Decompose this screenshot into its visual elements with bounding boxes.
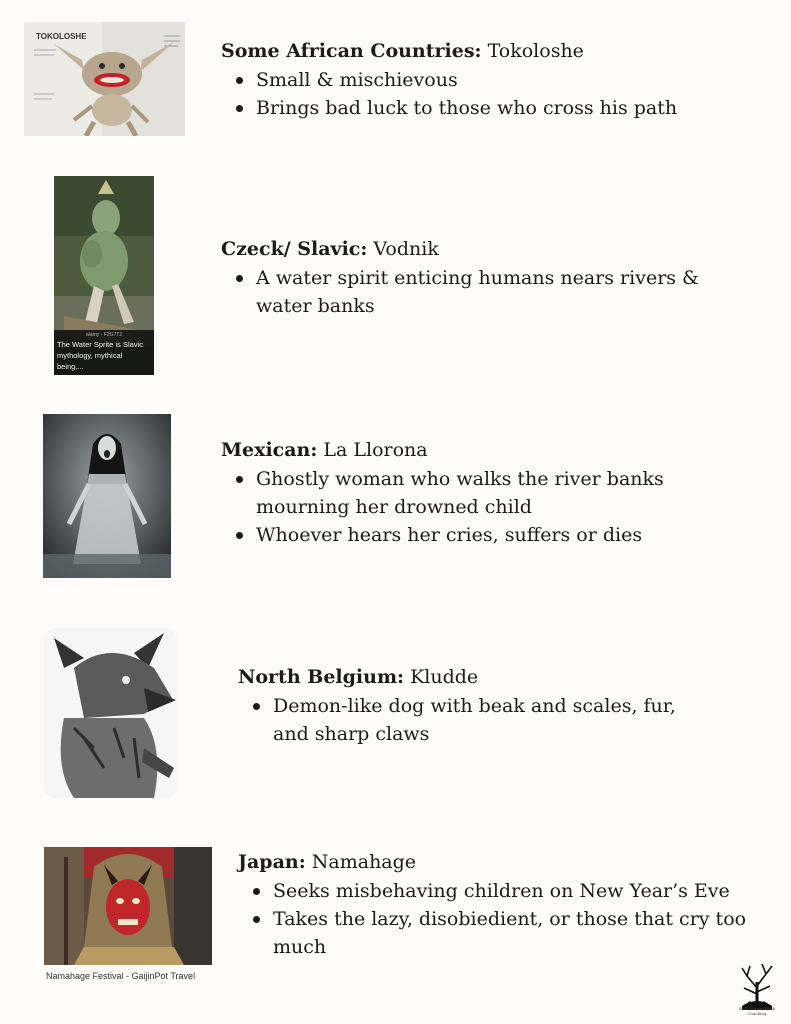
bullet-item: Ghostly woman who walks the river banks mourning her drowned child — [256, 465, 686, 521]
bullet-item: Whoever hears her cries, suffers or dies — [256, 521, 686, 549]
la-llorona-illustration — [43, 414, 171, 578]
bullet-item: Takes the lazy, disobiedient, or those that cry too much — [273, 905, 758, 961]
region-label: Czeck/ Slavic: — [221, 238, 368, 260]
creature-name: Tokoloshe — [481, 40, 584, 62]
entry-heading — [221, 236, 721, 262]
bullet-list — [238, 877, 758, 961]
kludde-illustration — [44, 628, 177, 798]
namahage-image — [44, 847, 212, 965]
bullet-list — [221, 264, 701, 320]
vodnik-caption: The Water Sprite is Slavic mythology, mythical being,... — [57, 340, 143, 371]
bullet-list — [221, 465, 686, 549]
vodnik-image — [54, 176, 154, 375]
creature-name: Namahage — [305, 851, 417, 873]
bullet-list — [238, 692, 693, 748]
region-label: Mexican: — [221, 439, 318, 461]
kludde-image — [44, 628, 177, 798]
bullet-item: Brings bad luck to those who cross his path — [256, 94, 677, 122]
creature-name: Kludde — [404, 666, 479, 688]
creature-name: La Llorona — [317, 439, 428, 461]
bullet-item: Small & mischievous — [256, 66, 677, 94]
creature-name: Vodnik — [367, 238, 439, 260]
region-label: Some African Countries: — [221, 40, 482, 62]
la-llorona-image — [43, 414, 171, 578]
tokoloshe-image — [24, 22, 185, 136]
tokoloshe-book-title: TOKOLOSHE — [36, 32, 87, 41]
entry-heading — [238, 664, 738, 690]
namahage-photo — [44, 847, 212, 965]
bullet-item: Demon-like dog with beak and scales, fur, and sharp claws — [273, 692, 693, 748]
entry-heading — [238, 849, 758, 875]
entry-heading — [221, 437, 721, 463]
logo-text: RAD Nature Book Coaching — [738, 1006, 776, 1016]
vodnik-caption-bar — [54, 330, 154, 375]
namahage-photo-caption: Namahage Festival - GaijinPot Travel — [46, 971, 196, 981]
bullet-list — [221, 66, 677, 122]
region-label: North Belgium: — [238, 666, 405, 688]
bullet-item: Seeks misbehaving children on New Year’s Eve — [273, 877, 758, 905]
vodnik-watermark: alamy - F2G7T2 — [85, 332, 123, 338]
region-label: Japan: — [238, 851, 306, 873]
bullet-item: A water spirit enticing humans nears rivers & water banks — [256, 264, 701, 320]
entry-heading — [221, 38, 677, 64]
